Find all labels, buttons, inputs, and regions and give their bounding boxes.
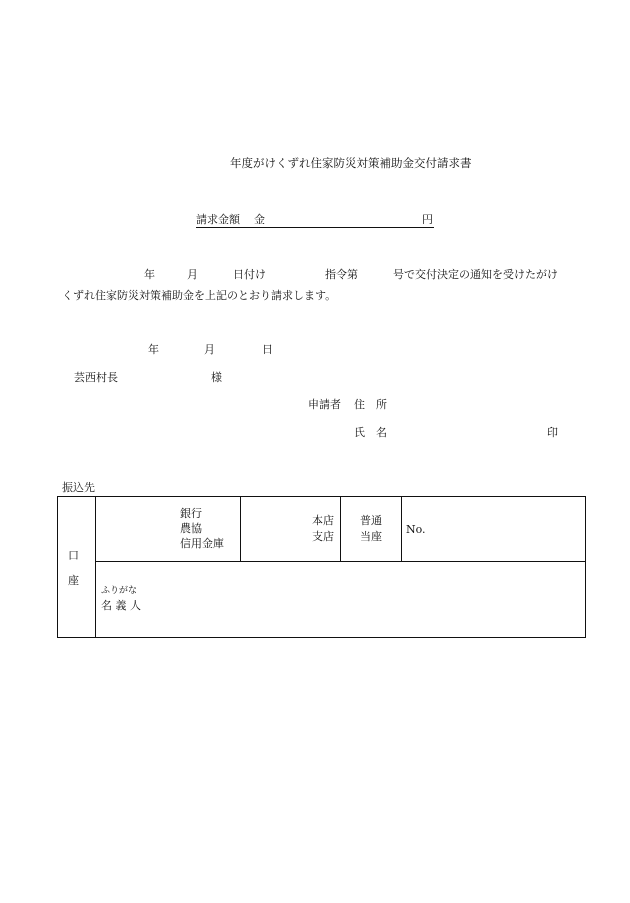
institution-ja[interactable]: 農協 (180, 522, 202, 535)
account-type-checking[interactable]: 当座 (360, 530, 382, 543)
body-designation: 指令第 (325, 268, 358, 281)
addressee-name: 芸西村長 (74, 371, 118, 384)
table-divider (95, 497, 96, 637)
account-holder-label: 名 義 人 (101, 599, 141, 612)
institution-bank[interactable]: 銀行 (180, 507, 202, 520)
applicant-address-label: 住 所 (354, 398, 387, 411)
transfer-table (57, 496, 586, 638)
institution-shinkin[interactable]: 信用金庫 (180, 537, 224, 550)
body-line1-tail: 号で交付決定の通知を受けたがけ (393, 268, 558, 281)
applicant-label: 申請者 (308, 398, 341, 411)
table-divider (240, 497, 241, 561)
branch-sub[interactable]: 支店 (312, 530, 334, 543)
account-number-label: No. (406, 523, 426, 536)
body-dated: 日付け (233, 268, 266, 281)
addressee-honorific: 様 (211, 371, 222, 384)
amount-prefix: 金 (254, 213, 265, 226)
body-line2: くずれ住家防災対策補助金を上記のとおり請求します。 (62, 289, 337, 302)
date-month: 月 (204, 343, 215, 356)
account-side-label-top: 口 (68, 549, 79, 562)
body-month: 月 (187, 268, 198, 281)
table-divider (401, 497, 402, 561)
date-year: 年 (148, 343, 159, 356)
table-divider (340, 497, 341, 561)
amount-field[interactable] (196, 213, 434, 228)
body-year: 年 (144, 268, 155, 281)
document-title: 年度がけくずれ住家防災対策補助金交付請求書 (230, 156, 472, 170)
account-type-savings[interactable]: 普通 (360, 514, 382, 527)
furigana-label: ふりがな (101, 586, 138, 596)
amount-label: 請求金額 (196, 213, 240, 226)
account-side-label-bottom: 座 (68, 574, 79, 587)
table-divider (95, 561, 585, 562)
date-day: 日 (262, 343, 273, 356)
seal-mark: 印 (547, 426, 558, 439)
transfer-heading: 振込先 (62, 481, 95, 494)
branch-main[interactable]: 本店 (312, 514, 334, 527)
amount-unit: 円 (422, 213, 433, 226)
applicant-name-label: 氏 名 (354, 426, 387, 439)
